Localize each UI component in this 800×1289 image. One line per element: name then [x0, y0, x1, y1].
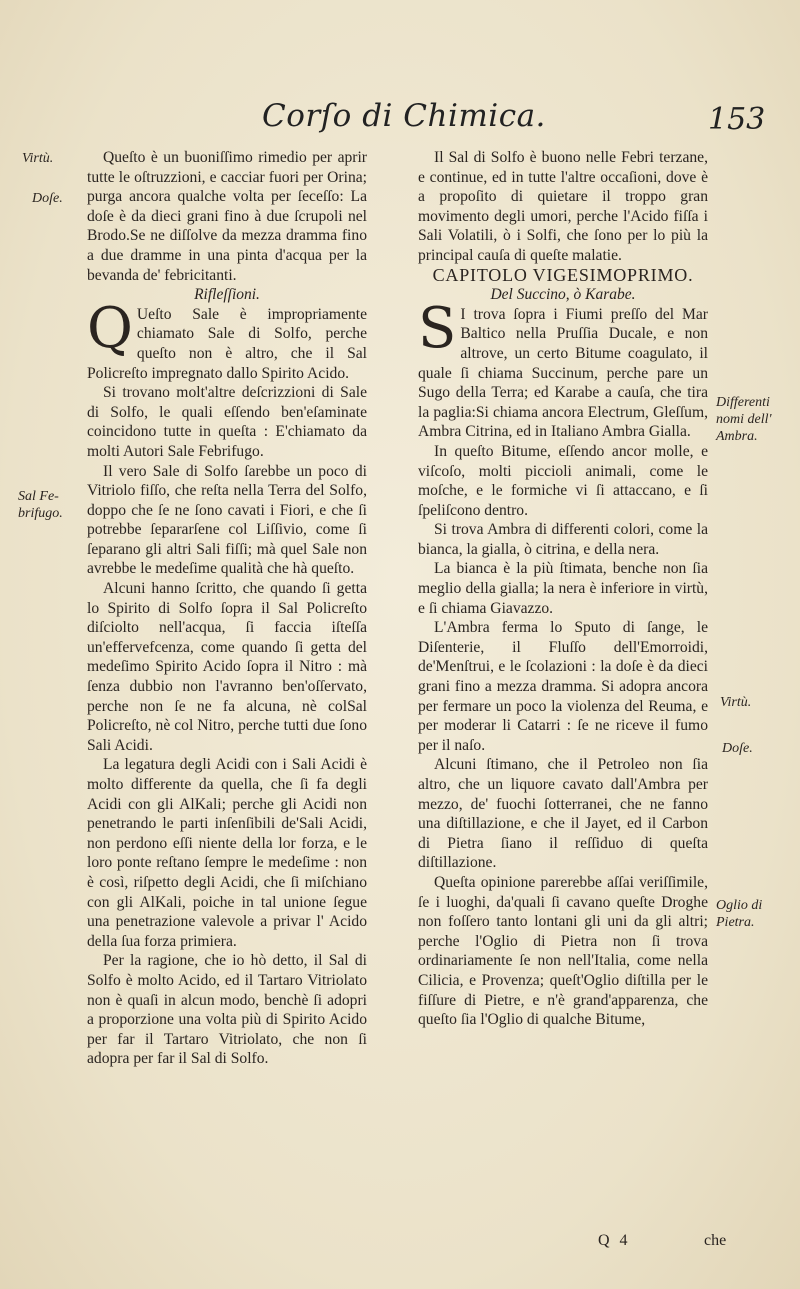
margin-note-sal-febrifugo: Sal Fe- brifugo. [18, 489, 63, 521]
signature-mark: Q 4 [598, 1232, 631, 1249]
paragraph: Il vero Sale di Solfo ſarebbe un poco di Vitriolo fiſſo, che reſta nella Terra del Solfo, doppo che ſe ne ſono cavati i Fiori, e che ſi potrebbe ſepararſene col Liſſivio, come ſi ſeparano gli altri Sali fiſſi; mà quel Sale non avrebbe le medeſime qualità che hà queſto. [87, 462, 367, 578]
margin-note-virtu: Virtù. [22, 151, 54, 166]
page-header [0, 98, 800, 148]
paragraph-text: I trova ſopra i Fiumi preſſo del Mar Baltico nella Pruſſia Ducale, e non altrove, un certo Bitume coagulato, il quale ſi chiama Succinum, perche pare un Sugo della Terra; ed Karabe a cauſa, che tira la paglia:Si chiama ancora Electrum, Gleſſum, Ambra Citrina, ed in Italiano Ambra Gialla. [418, 305, 708, 441]
paragraph: Queſta opinione parerebbe aſſai veriſſimile, ſe i luoghi, da'quali ſi cavano queſte Droghe non foſſero tanto lontani gli uni da gli altri; perche l'Oglio di Pietra non ſi trova ordinariamente ſe non nell'Italia, come nella Cilicia, e Provenza; queſt'Oglio diſtilla per le fiſſure di Pietre, e n'è grand'apparenza, che queſto ſia l'Oglio di qualche Bitume, [418, 873, 708, 1029]
margin-note-differenti-nomi: Differenti nomi dell' Ambra. [716, 395, 772, 444]
left-column [87, 148, 367, 1069]
margin-note-virtu-right: Virtù. [720, 695, 752, 710]
paragraph: In queſto Bitume, eſſendo ancor molle, e viſcoſo, molti piccioli animali, come le moſche, e le formiche vi ſi attaccano, e ſi ſpeliſcono dentro. [418, 442, 708, 519]
paragraph: Queſto è un buoniſſimo rimedio per aprir tutte le oſtruzzioni, e cacciar fuori per Orina; purga ancora qualche volta per ſeceſſo: La doſe è da dieci grani fino à due ſcrupoli nel Brodo.Se ne diſſolve da mezza dramma fino a due dramme in una pinta d'acqua per la bevanda de' febricitanti. [87, 149, 367, 284]
catchword: che [704, 1232, 727, 1249]
paragraph: Si trovano molt'altre deſcrizzioni di Sale di Solfo, le quali eſſendo ben'eſaminate coincidono tutte in queſta : E'chiamato da molti Autori Sale Febrifugo. [87, 384, 367, 460]
paragraph: Alcuni hanno ſcritto, che quando ſi getta lo Spirito di Solfo ſopra il Sal Policreſto diſciolto nell'acqua, ſi faccia iſteſſa un'effervefcenza, come quando ſi getta del medeſimo Spirito Acido ſopra il Nitro : mà ſenza dubbio non l'avranno ben'oſſervato, perche non ſe ne fa alcuna, nè colSal Policreſto, nè col Nitro, perche tutti due ſono Sali Acidi. [87, 580, 367, 754]
drop-cap: S [418, 295, 457, 361]
paragraph: La legatura degli Acidi con i Sali Acidi è molto differente da quella, che ſi fa degli Acidi con gli AlKali; perche gli Acidi non penetrando le parti inſenſibili de'Sali Acidi, non perdono eſſi niente della lor forza, e le loro ponte reſtano ſempre le medeſime : non è così, riſpetto degli Acidi, che ſi miſchiano con gli AlKali, poiche in tal unione ſegue una penetrazione valevole a privar l' Acido della ſua forza primiera. [87, 756, 367, 950]
paragraph: Per la ragione, che io hò detto, il Sal di Solfo è molto Acido, ed il Tartaro Vitriolato non è quaſi in alcun modo, benchè ſi adopri a proporzione una volta più di Spirito Acido per far il Tartaro Vitriolato, che non ſi adopra per far il Sal di Solfo. [87, 952, 367, 1068]
margin-note-dose: Doſe. [32, 191, 63, 206]
paragraph: Si trova Ambra di differenti colori, come la bianca, la gialla, ò citrina, e della nera. [418, 521, 708, 558]
right-column [418, 148, 708, 1030]
chapter-title: CAPITOLO VIGESIMOPRIMO. [432, 264, 694, 285]
page-number: 153 [708, 102, 766, 137]
chapter-subtitle: Del Succino, ò Karabe. [490, 286, 636, 304]
section-title-riflessioni: Rifleſſioni. [194, 286, 260, 304]
drop-cap: Q [87, 295, 133, 361]
paragraph: La bianca è la più ſtimata, benche non ſia meglio della gialla; la nera è inferiore in virtù, e ſi chiama Giavazzo. [418, 560, 708, 617]
paragraph: L'Ambra ferma lo Sputo di ſange, le Diſenterie, il Fluſſo dell'Emorroidi, de'Menſtrui, e le ſcolazioni : la doſe è da dieci grani fino a mezza dramma. Si adopra ancora per fermare un poco la violenza del Reuma, e per moderar li Catarri : ſe ne riceve il fumo per il naſo. [418, 619, 708, 754]
paragraph: Alcuni ſtimano, che il Petroleo non ſia altro, che un liquore cavato dall'Ambra per mezzo, de' fuochi ſotterranei, che ne fanno una diſtillazione, e che il Jayet, ed il Carbon di Pietra ſiano il reſſiduo di queſta diſtillazione. [418, 756, 708, 872]
paragraph: Il Sal di Solfo è buono nelle Febri terzane, e continue, ed in tutte l'altre occaſioni, dove è a propoſito di quietare il troppo gran movimento degli umori, perche l'Acido fiſſa i Sali Volatili, ò i Solfi, che ſono per lo più la principal cauſa di queſte malatie. [418, 149, 708, 264]
margin-note-oglio-di-pietra: Oglio di Pietra. [716, 898, 763, 930]
margin-note-dose-right: Doſe. [722, 741, 753, 756]
paragraph-text: Ueſto Sale è impropriamente chiamato Sale di Solfo, perche queſto non è altro, che il Sal Policreſto impregnato dallo Spirito Acido. [87, 305, 367, 382]
running-head: Corſo di Chimica. [262, 98, 546, 134]
